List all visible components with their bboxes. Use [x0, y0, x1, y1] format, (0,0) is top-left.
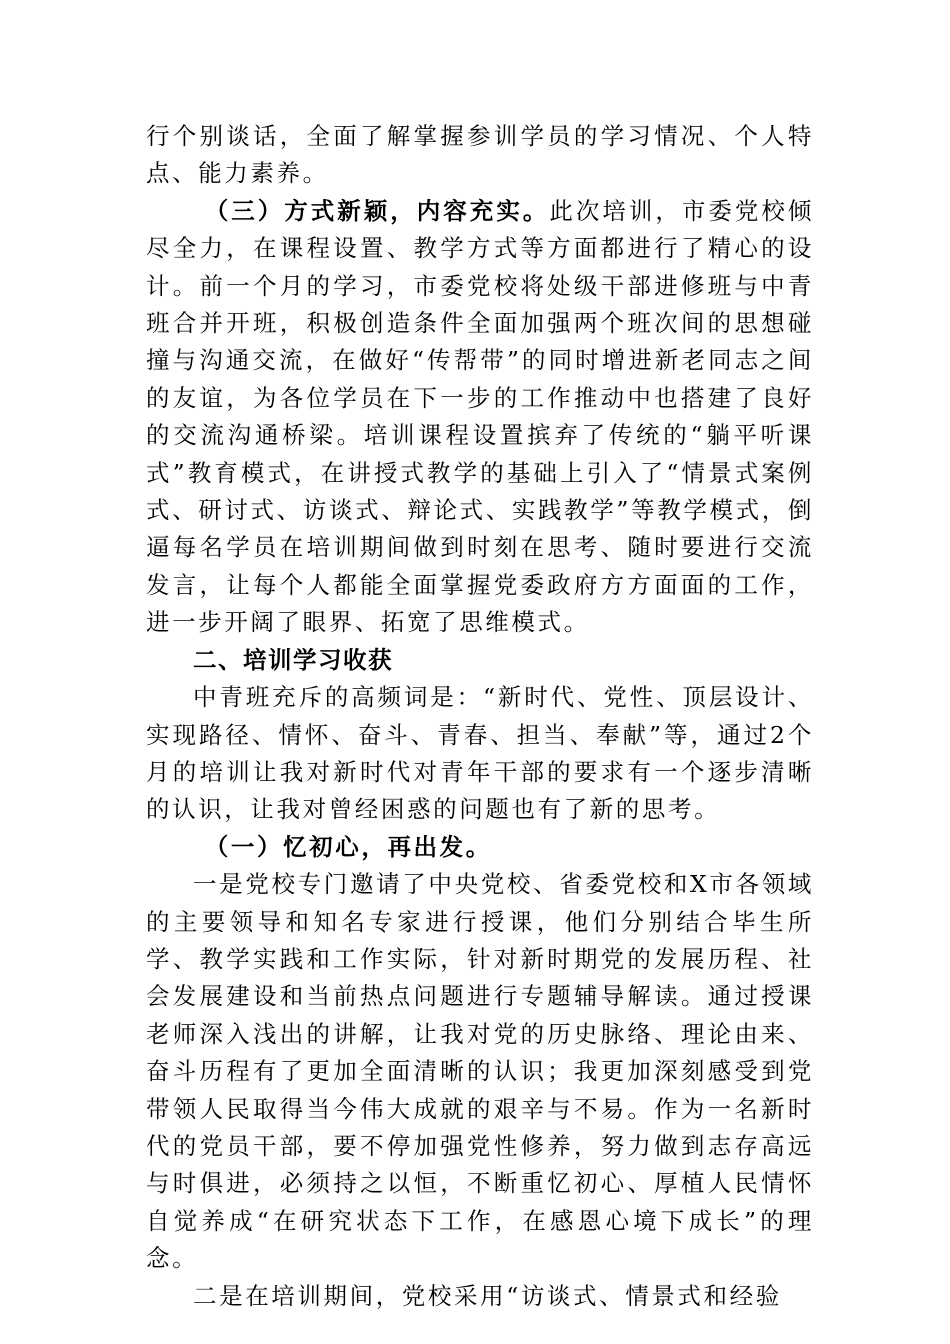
paragraph-point-one: 一是党校专门邀请了中央党校、省委党校和X市各领域的主要领导和知名专家进行授课，他们分别结合毕生所学、教学实践和工作实际，针对新时期党的发展历程、社会发展建设和当前热点问题进行专题辅导解读。通过授课老师深入浅出的讲解，让我对党的历史脉络、理论由来、奋斗历程有了更加全面清晰的认识；我更加深刻感受到党带领人民取得当今伟大成就的艰辛与不易。作为一名新时代的党员干部，要不停加强党性修养，努力做到志存高远与时俱进，必须持之以恒，不断重忆初心、厚植人民情怀自觉养成“在研究状态下工作，在感恩心境下成长”的理念。	[146, 870, 814, 1273]
section-heading-3: （三）方式新颖，内容充实。	[204, 196, 550, 225]
section-3-body: 此次培训，市委党校倾尽全力，在课程设置、教学方式等方面都进行了精心的设计。前一个月的学习，市委党校将处级干部进修班与中青班合并开班，积极创造条件全面加强两个班次间的思想碰撞与沟通交流，在做好“传帮带”的同时增进新老同志之间的友谊，为各位学员在下一步的工作推动中也搭建了良好的交流沟通桥梁。培训课程设置摈弃了传统的“躺平听课式”教育模式，在讲授式教学的基础上引入了“情景式案例式、研讨式、访谈式、辩论式、实践教学”等教学模式，倒逼每名学员在培训期间做到时刻在思考、随时要进行交流发言，让每个人都能全面掌握党委政府方方面面的工作，进一步开阔了眼界、拓宽了思维模式。	[146, 196, 814, 637]
subsection-heading-1: （一）忆初心，再出发。	[204, 832, 492, 861]
paragraph-keywords: 中青班充斥的高频词是：“新时代、党性、顶层设计、实现路径、情怀、奋斗、青春、担当、奉献”等，通过2个月的培训让我对新时代对青年干部的要求有一个逐步清晰的认识，让我对曾经困惑的问题也有了新的思考。	[146, 683, 814, 824]
paragraph-method	[146, 193, 814, 642]
document-body	[146, 118, 814, 1315]
paragraph-continuation: 行个别谈话，全面了解掌握参训学员的学习情况、个人特点、能力素养。	[146, 122, 814, 188]
section-heading-2: 二、培训学习收获	[193, 645, 393, 674]
paragraph-point-two: 二是在培训期间，党校采用“访谈式、情景式和经验	[193, 1281, 782, 1310]
